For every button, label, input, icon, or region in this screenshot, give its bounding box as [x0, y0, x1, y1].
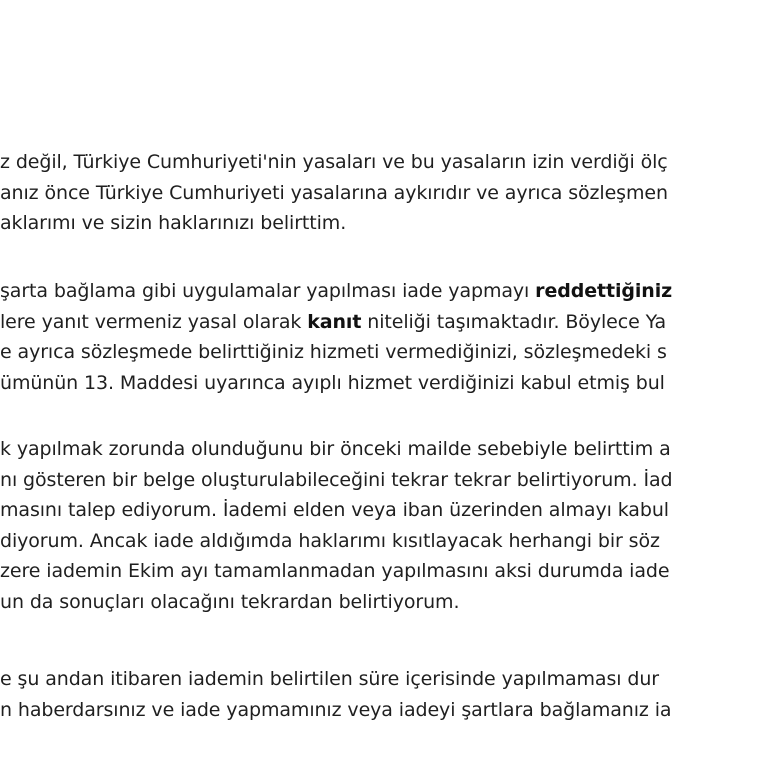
text-line — [0, 337, 667, 367]
bold-text: kanıt — [307, 310, 362, 333]
text-segment: un da sonuçları olacağını tekrardan belirtiyorum. — [0, 590, 460, 613]
text-line — [0, 587, 459, 617]
text-segment: şarta bağlama gibi uygulamalar yapılması iade yapmayı — [0, 280, 536, 302]
text-segment: anız önce Türkiye Cumhuriyeti yasalarına aykırıdır ve ayrıca sözleşmen — [0, 181, 668, 204]
text-line — [0, 434, 671, 464]
text-line — [0, 368, 665, 398]
text-segment: aklarımı ve sizin haklarınızı belirttim. — [0, 212, 347, 234]
text-segment: z değil, Türkiye Cumhuriyeti'nin yasaları ve bu yasaların izin verdiği ölç — [0, 151, 668, 173]
text-segment: lere yanıt vermeniz yasal olarak — [0, 310, 308, 333]
text-segment: diyorum. Ancak iade aldığımda haklarımı kısıtlayacak herhangi bir söz — [0, 529, 660, 552]
text-line — [0, 178, 668, 208]
text-segment: e ayrıca sözleşmede belirttiğiniz hizmeti vermediğinizi, sözleşmedeki s — [0, 341, 667, 363]
text-line — [0, 307, 666, 337]
text-line — [0, 276, 672, 306]
text-line — [0, 147, 668, 177]
text-segment: niteliği taşımaktadır. Böylece Ya — [361, 310, 667, 333]
text-line — [0, 695, 671, 725]
text-segment: nı gösteren bir belge oluşturulabileceğini tekrar tekrar belirtiyorum. İad — [0, 468, 673, 491]
text-line — [0, 495, 669, 525]
text-line — [0, 208, 346, 238]
text-line — [0, 526, 660, 556]
text-segment: masını talep ediyorum. İademi elden veya iban üzerinden almayı kabul — [0, 499, 669, 521]
text-line — [0, 556, 669, 586]
text-segment: zere iademin Ekim ayı tamamlanmadan yapılmasını aksi durumda iade — [0, 560, 670, 582]
text-segment: e şu andan itibaren iademin belirtilen süre içerisinde yapılmaması dur — [0, 668, 660, 690]
text-segment: ümünün 13. Maddesi uyarınca ayıplı hizmet verdiğinizi kabul etmiş bul — [0, 371, 665, 394]
bold-text: reddettiğiniz — [535, 280, 673, 302]
text-segment: n haberdarsınız ve iade yapmamınız veya iadeyi şartlara bağlamanız ia — [0, 698, 672, 721]
text-line — [0, 465, 672, 495]
text-line — [0, 664, 659, 694]
text-segment: k yapılmak zorunda olunduğunu bir önceki mailde sebebiyle belirttim a — [0, 438, 671, 460]
